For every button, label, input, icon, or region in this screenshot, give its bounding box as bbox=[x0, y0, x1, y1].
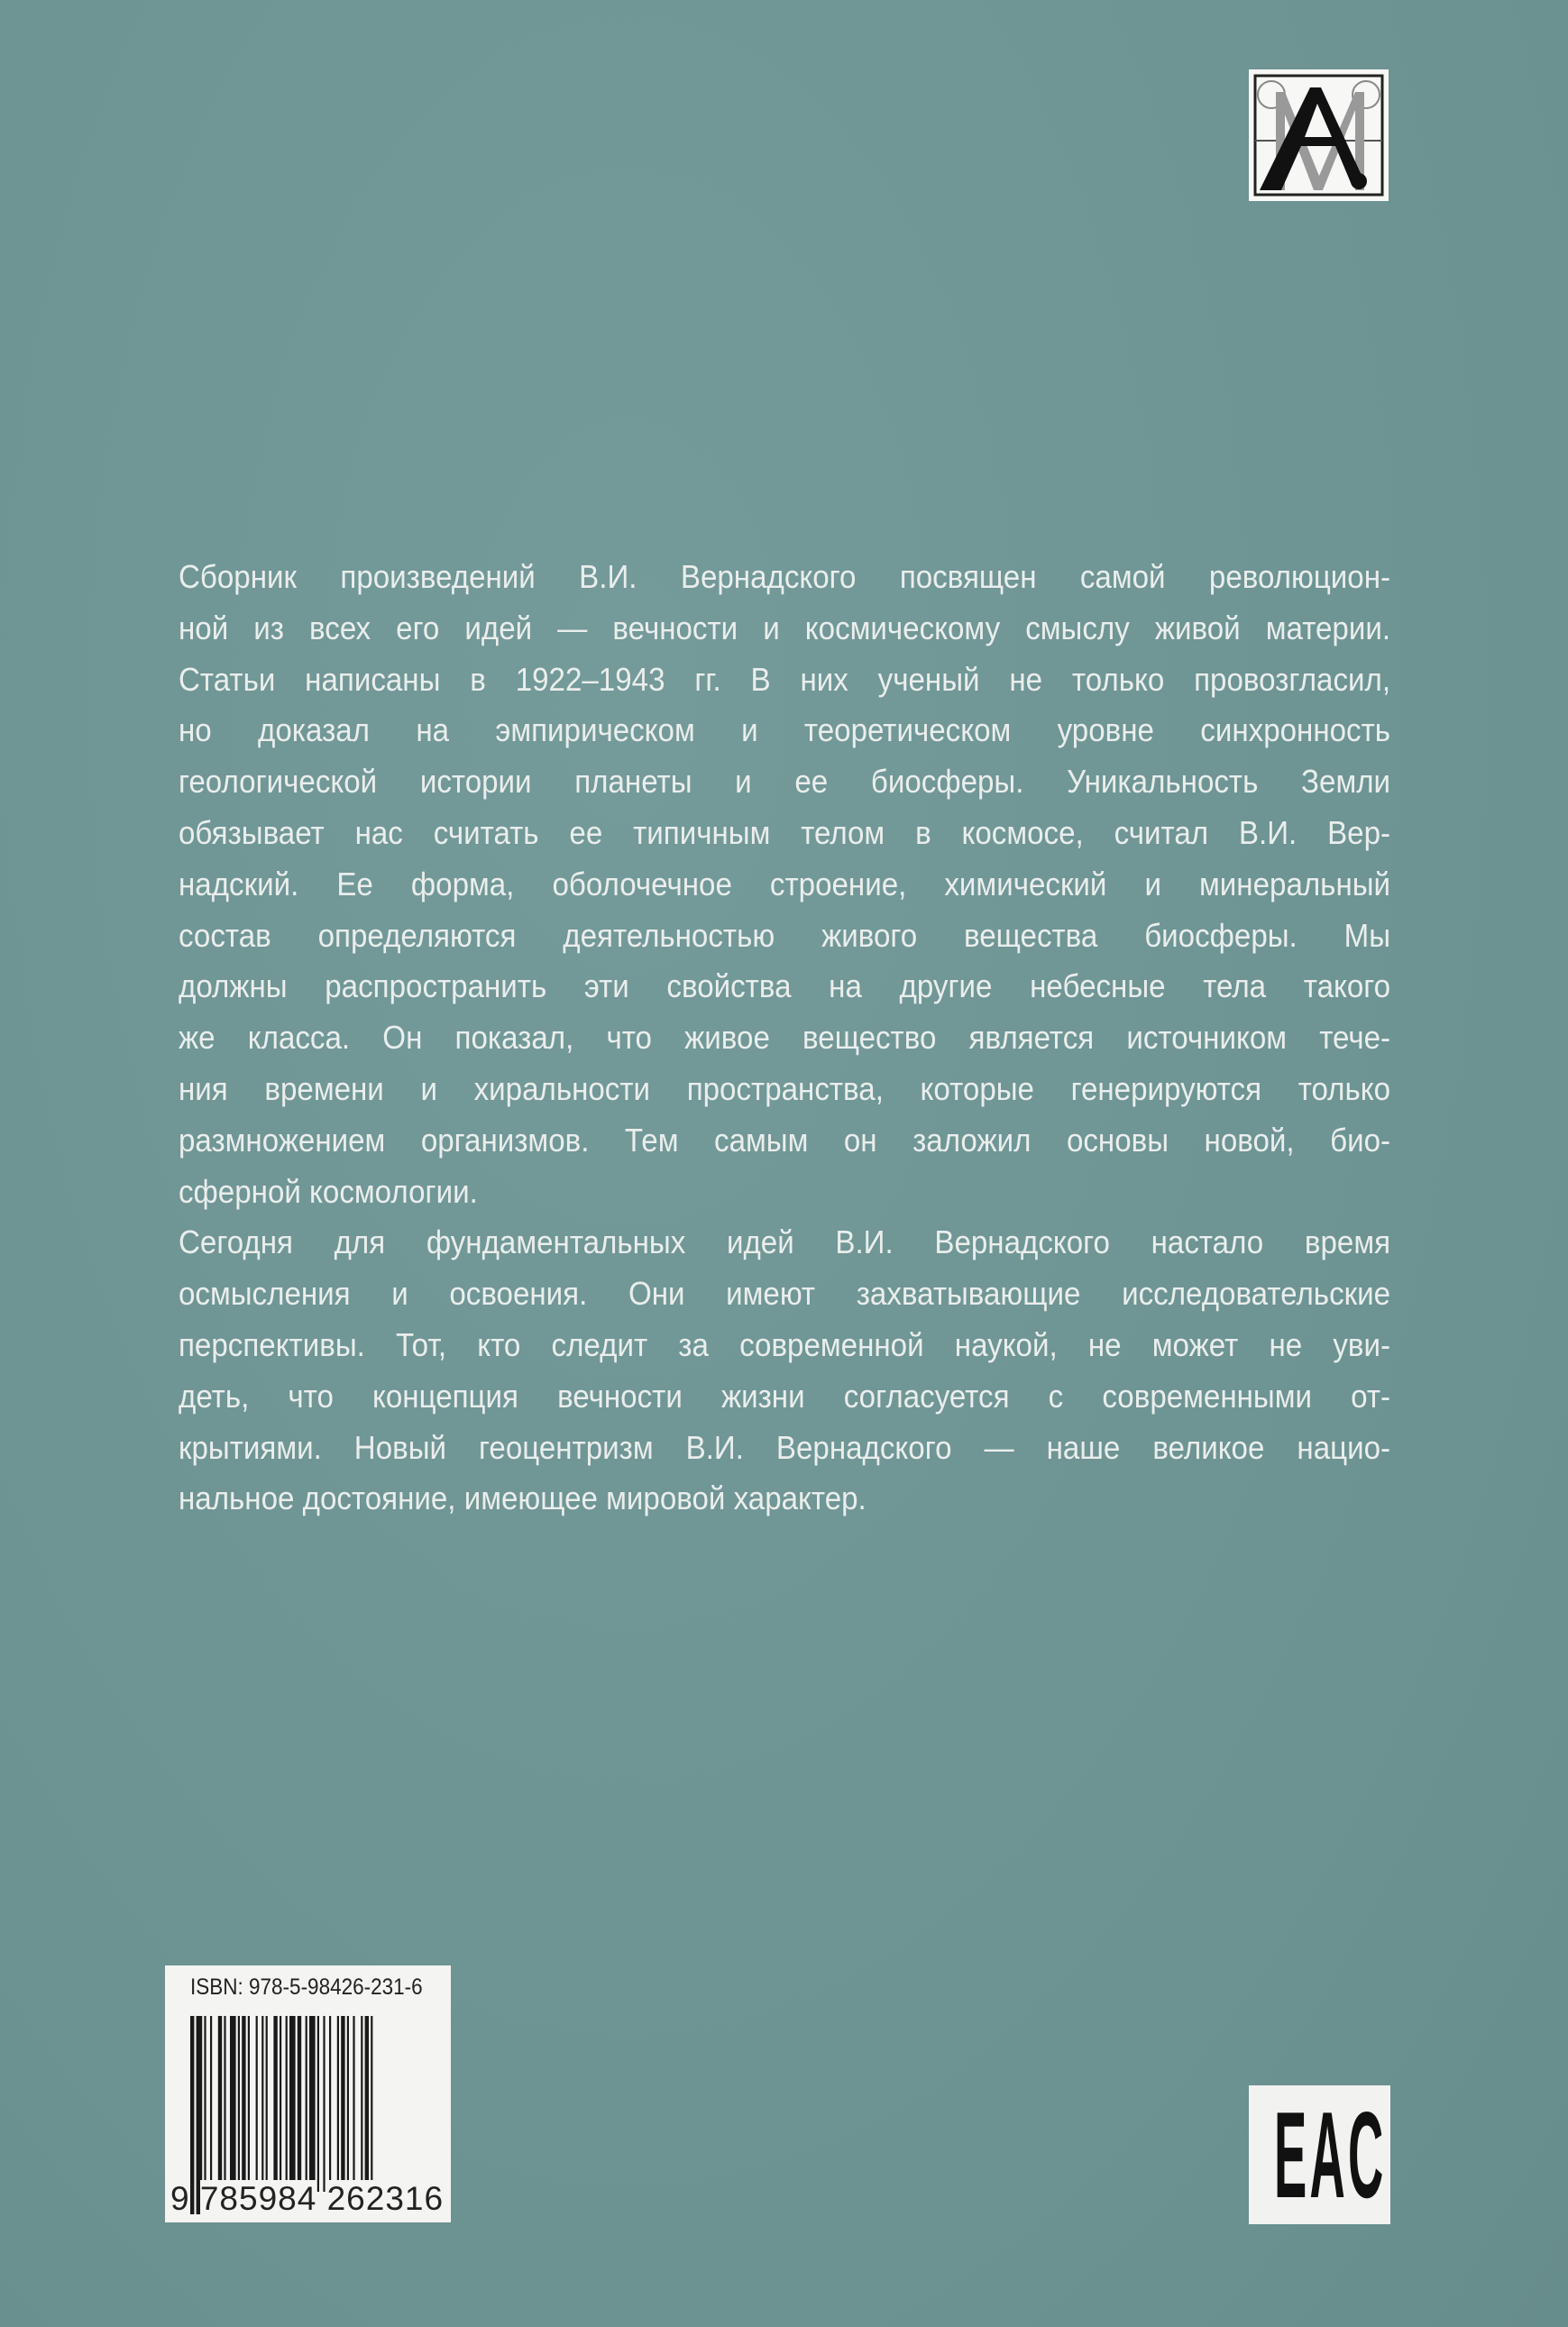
description-line: ния времени и хиральности пространства, которые генерируются только bbox=[179, 1069, 1391, 1107]
barcode-bar bbox=[224, 2016, 225, 2192]
isbn-barcode bbox=[165, 1965, 451, 2222]
barcode-bar bbox=[337, 2016, 339, 2192]
barcode-bar bbox=[353, 2016, 354, 2192]
barcode-bar bbox=[280, 2016, 281, 2192]
description-line: деть, что концепция вечности жизни согласуется с современными от- bbox=[179, 1377, 1391, 1415]
isbn-label: ISBN: 978-5-98426-231-6 bbox=[190, 1974, 423, 2000]
description-line: нальное достояние, имеющее мировой характер. bbox=[179, 1480, 867, 1517]
description-line: перспективы. Тот, кто следит за современной наукой, не может не уви- bbox=[179, 1325, 1391, 1363]
ean-first-digit: 9 bbox=[170, 2180, 190, 2217]
description-line: но доказал на эмпирическом и теоретическом уровне синхронность bbox=[179, 711, 1391, 749]
description-line: надский. Ее форма, оболочечное строение, химический и минеральный bbox=[179, 865, 1391, 902]
ean-digits bbox=[170, 2180, 444, 2218]
barcode-bar bbox=[273, 2016, 277, 2192]
barcode-bar bbox=[289, 2016, 296, 2192]
barcode-bar bbox=[309, 2016, 316, 2192]
back-cover-description bbox=[179, 552, 1390, 1525]
eac-mark-text: EAC bbox=[1274, 2086, 1387, 2223]
barcode-bar bbox=[329, 2016, 331, 2192]
description-line: сферной космологии. bbox=[179, 1172, 478, 1210]
ean-left-digits: 785984 bbox=[199, 2180, 317, 2217]
description-line: ной из всех его идей — вечности и космическому смыслу живой материи. bbox=[179, 609, 1391, 646]
description-line: же класса. Он показал, что живое вещество является источником тече- bbox=[179, 1019, 1391, 1057]
description-line: должны распространить эти свойства на другие небесные тела такого bbox=[179, 967, 1391, 1005]
description-line: Статьи написаны в 1922–1943 гг. В них ученый не только провозгласил, bbox=[179, 660, 1391, 698]
barcode-bar bbox=[347, 2016, 349, 2192]
barcode-bar bbox=[238, 2016, 240, 2192]
barcode-bar bbox=[317, 2016, 319, 2192]
ean-right-digits: 262316 bbox=[326, 2180, 445, 2217]
publisher-logo bbox=[1249, 69, 1389, 201]
barcode-bar bbox=[266, 2016, 268, 2192]
barcode-bar bbox=[306, 2016, 307, 2192]
barcode-bar bbox=[242, 2016, 245, 2192]
barcode-bar bbox=[204, 2016, 206, 2192]
description-line: состав определяются деятельностью живого вещества биосферы. Мы bbox=[179, 916, 1391, 954]
barcode-bar bbox=[248, 2016, 250, 2192]
barcode-bar bbox=[286, 2016, 288, 2192]
description-line: осмысления и освоения. Они имеют захватывающие исследовательские bbox=[179, 1275, 1391, 1313]
barcode-bar bbox=[261, 2016, 263, 2192]
barcode-bar bbox=[341, 2016, 344, 2192]
description-line: крытиями. Новый геоцентризм В.И. Вернадского — наше великое нацио- bbox=[179, 1428, 1391, 1466]
description-line: обязывает нас считать ее типичным телом в космосе, считал В.И. Вер- bbox=[179, 813, 1391, 851]
barcode-bar bbox=[218, 2016, 222, 2192]
barcode-bar bbox=[230, 2016, 236, 2192]
description-line: размножением организмов. Тем самым он заложил основы новой, био- bbox=[179, 1121, 1391, 1159]
barcode-bar bbox=[256, 2016, 258, 2192]
description-line: Сборник произведений В.И. Вернадского посвящен самой революцион- bbox=[179, 558, 1391, 595]
description-line: геологической истории планеты и ее биосферы. Уникальность Земли bbox=[179, 763, 1391, 801]
description-line: Сегодня для фундаментальных идей В.И. Вернадского настало время bbox=[179, 1223, 1391, 1261]
barcode-bar bbox=[298, 2016, 301, 2192]
barcode-bar bbox=[210, 2016, 212, 2192]
eac-certification-mark bbox=[1249, 2085, 1390, 2224]
barcode-bar bbox=[323, 2016, 325, 2192]
